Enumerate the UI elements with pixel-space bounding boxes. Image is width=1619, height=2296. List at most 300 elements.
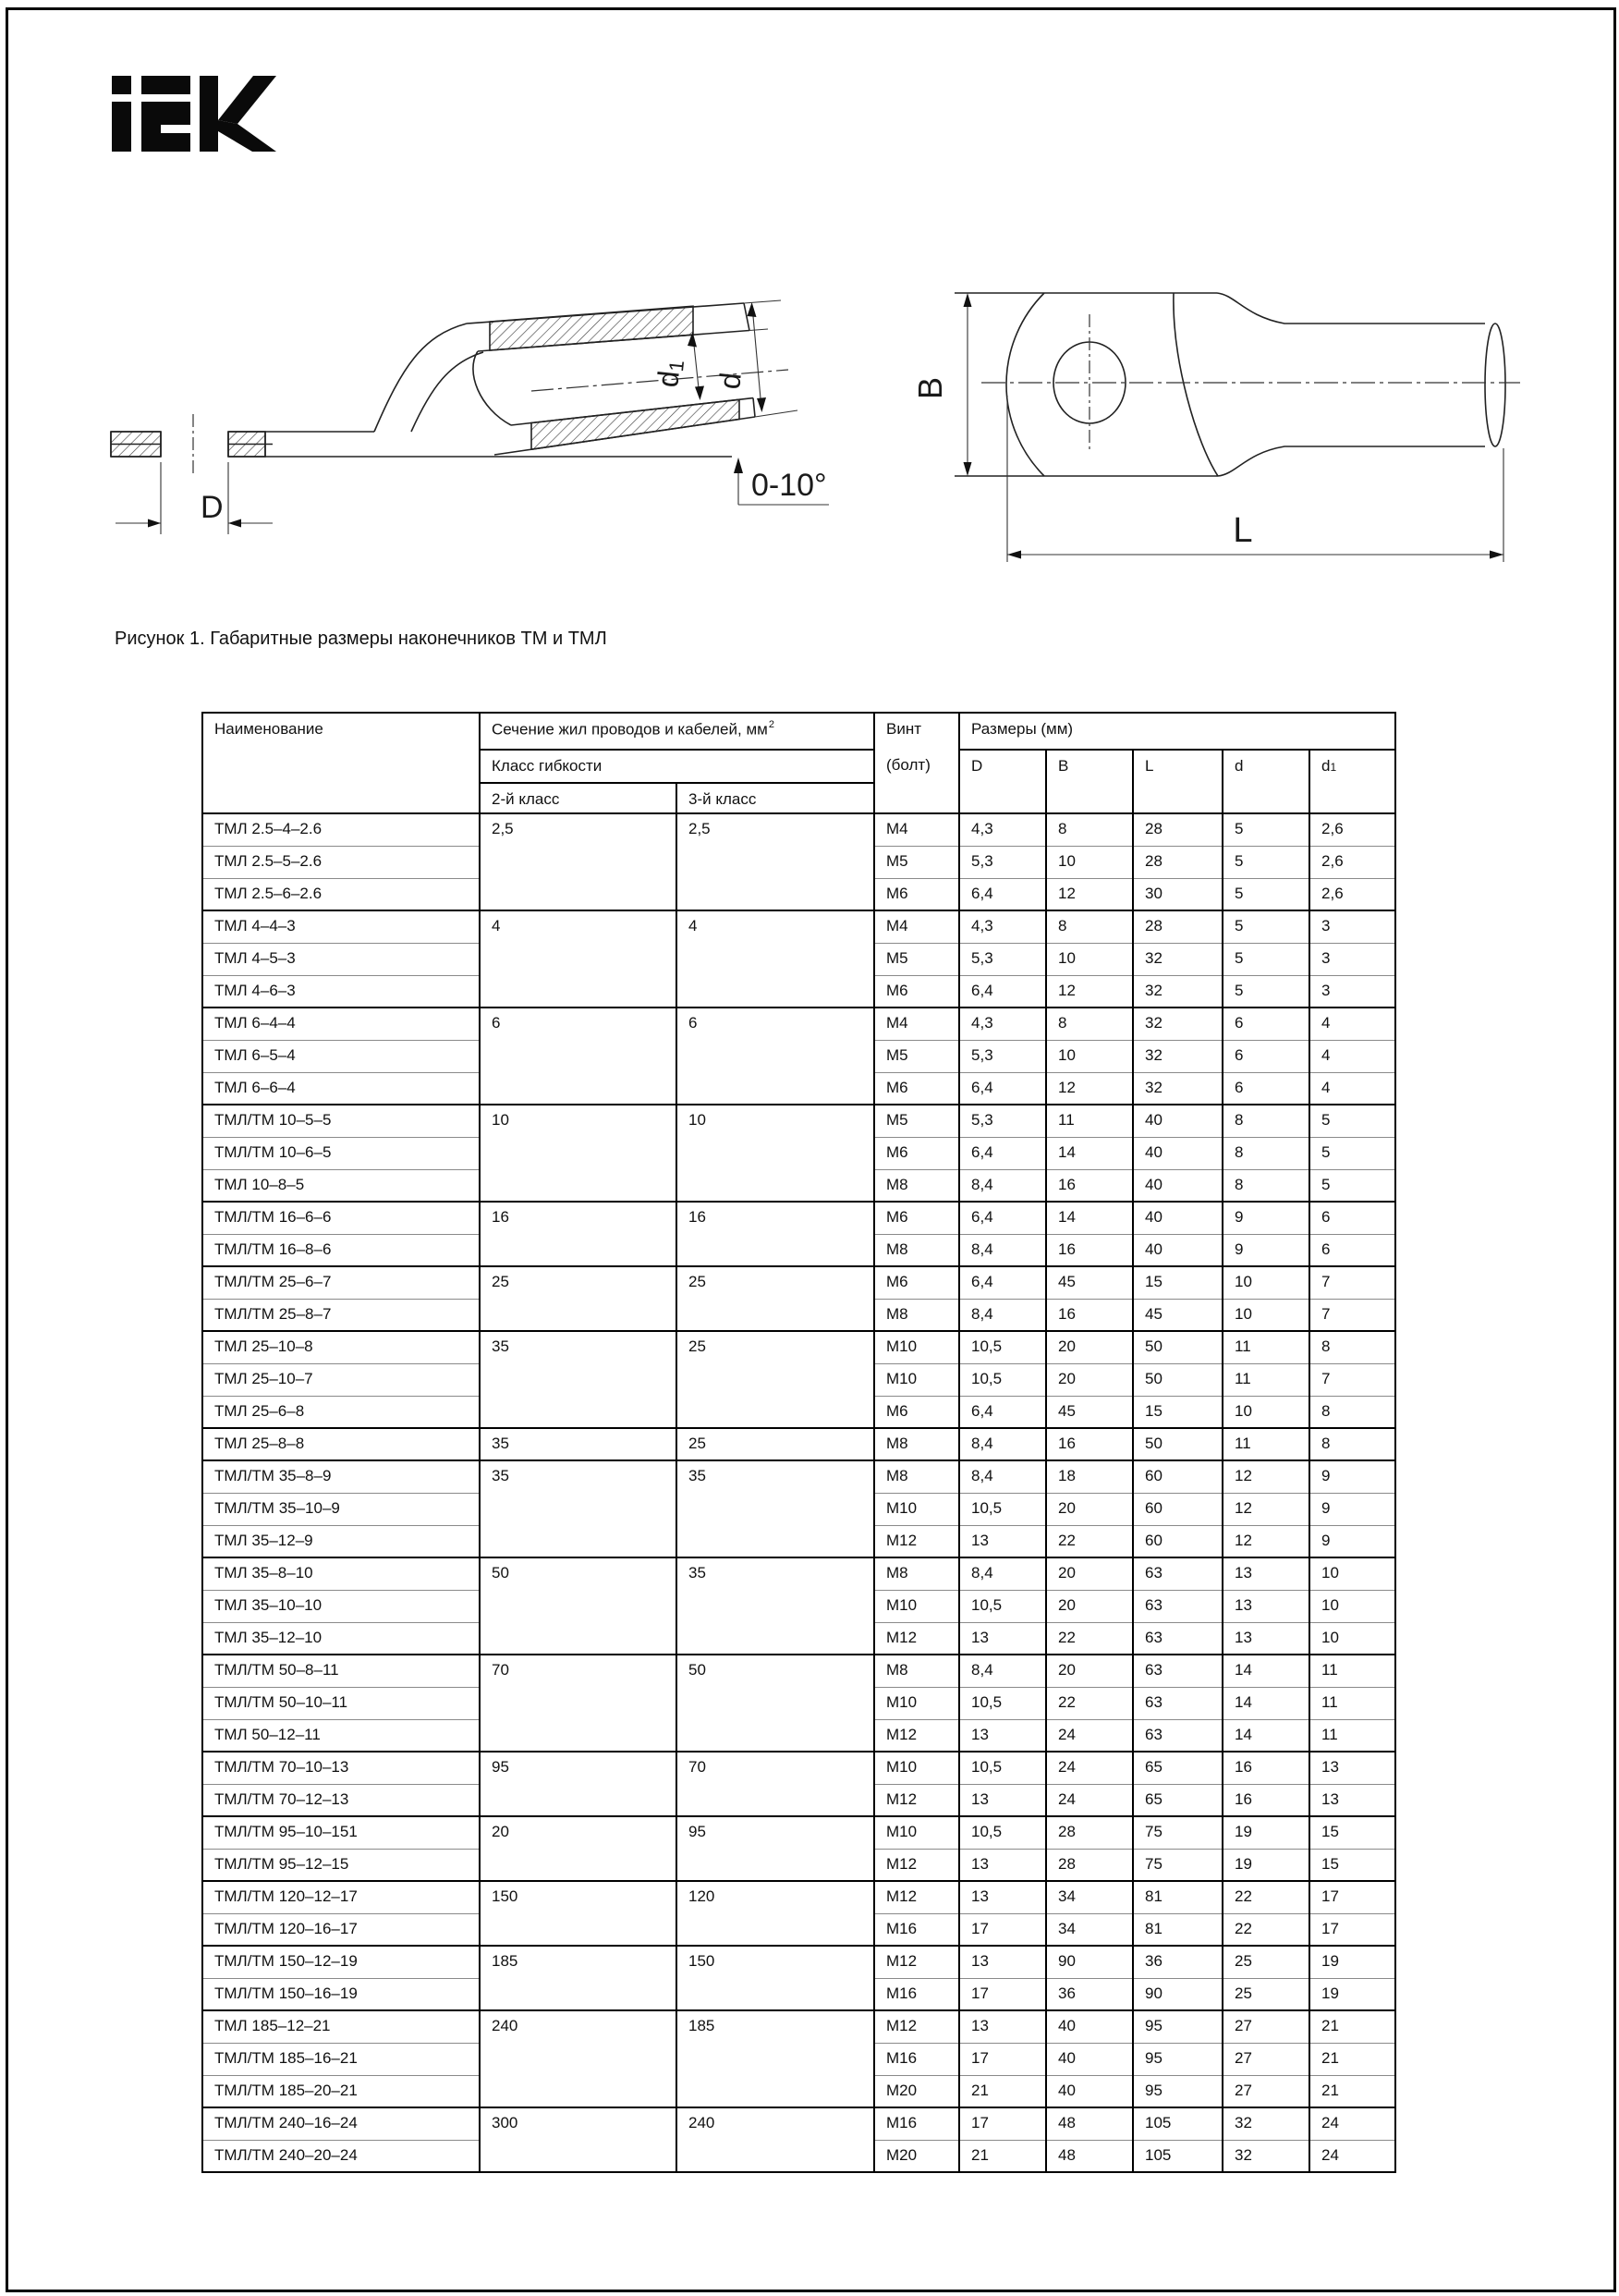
lug-name-cell: ТМЛ 6–5–4: [202, 1040, 480, 1072]
L-cell: 40: [1133, 1105, 1223, 1137]
screw-cell: М16: [874, 2107, 959, 2140]
D-cell: 6,4: [959, 1396, 1046, 1428]
L-cell: 63: [1133, 1687, 1223, 1719]
B-cell: 48: [1046, 2140, 1133, 2172]
d1-cell: 7: [1309, 1266, 1395, 1299]
D-cell: 17: [959, 2107, 1046, 2140]
screw-cell: М10: [874, 1493, 959, 1525]
d-cell: 8: [1223, 1169, 1309, 1202]
d1-cell: 21: [1309, 2010, 1395, 2043]
screw-cell: М4: [874, 813, 959, 846]
class2-cell: 4: [480, 910, 676, 1008]
class3-cell: 70: [676, 1752, 874, 1816]
class2-cell: 70: [480, 1655, 676, 1752]
B-cell: 40: [1046, 2075, 1133, 2107]
lug-name-cell: ТМЛ 2.5–5–2.6: [202, 846, 480, 878]
D-cell: 6,4: [959, 1072, 1046, 1105]
d1-cell: 6: [1309, 1234, 1395, 1266]
B-cell: 22: [1046, 1687, 1133, 1719]
B-cell: 20: [1046, 1363, 1133, 1396]
arrow-D-right: [228, 519, 241, 528]
L-cell: 63: [1133, 1590, 1223, 1622]
class3-cell: 2,5: [676, 813, 874, 910]
class3-cell: 25: [676, 1428, 874, 1460]
B-cell: 8: [1046, 910, 1133, 943]
lug-name-cell: ТМЛ 50–12–11: [202, 1719, 480, 1752]
screw-cell: М4: [874, 1008, 959, 1040]
screw-cell: М10: [874, 1752, 959, 1784]
lug-name-cell: ТМЛ/ТМ 120–16–17: [202, 1913, 480, 1946]
arrow-d1-bottom: [695, 386, 704, 401]
D-cell: 5,3: [959, 943, 1046, 975]
D-cell: 17: [959, 1978, 1046, 2010]
screw-cell: М10: [874, 1816, 959, 1849]
L-cell: 28: [1133, 910, 1223, 943]
d-cell: 13: [1223, 1590, 1309, 1622]
d1-cell: 4: [1309, 1040, 1395, 1072]
d-cell: 10: [1223, 1396, 1309, 1428]
lug-name-cell: ТМЛ/ТМ 35–10–9: [202, 1493, 480, 1525]
dim-label-B: B: [911, 376, 949, 399]
B-cell: 12: [1046, 975, 1133, 1008]
D-cell: 5,3: [959, 1040, 1046, 1072]
d1-cell: 11: [1309, 1687, 1395, 1719]
L-cell: 40: [1133, 1234, 1223, 1266]
header-sizes: Размеры (мм): [959, 713, 1395, 750]
d-cell: 6: [1223, 1008, 1309, 1040]
class3-cell: 16: [676, 1202, 874, 1266]
B-cell: 18: [1046, 1460, 1133, 1493]
B-cell: 36: [1046, 1978, 1133, 2010]
dim-label-angle: 0-10°: [751, 468, 827, 503]
L-cell: 32: [1133, 975, 1223, 1008]
d1-cell: 2,6: [1309, 813, 1395, 846]
class3-cell: 25: [676, 1331, 874, 1428]
d-cell: 13: [1223, 1557, 1309, 1590]
class2-cell: 6: [480, 1008, 676, 1105]
D-cell: 8,4: [959, 1557, 1046, 1590]
lug-side-view-drawing: [97, 268, 846, 573]
B-cell: 24: [1046, 1719, 1133, 1752]
L-cell: 65: [1133, 1784, 1223, 1816]
screw-cell: М8: [874, 1557, 959, 1590]
D-cell: 10,5: [959, 1752, 1046, 1784]
d1-cell: 5: [1309, 1105, 1395, 1137]
B-cell: 16: [1046, 1169, 1133, 1202]
B-cell: 11: [1046, 1105, 1133, 1137]
screw-cell: М10: [874, 1331, 959, 1363]
arrow-B-top: [964, 293, 972, 307]
d1-cell: 21: [1309, 2075, 1395, 2107]
logo-k-lower-arm: [218, 120, 276, 152]
table-row: [202, 1202, 1395, 1234]
d-cell: 25: [1223, 1946, 1309, 1978]
dim-label-d: d: [712, 371, 748, 391]
d-cell: 5: [1223, 975, 1309, 1008]
L-cell: 105: [1133, 2140, 1223, 2172]
lug-top-view-drawing: [910, 259, 1539, 592]
d-cell: 22: [1223, 1881, 1309, 1913]
L-cell: 105: [1133, 2107, 1223, 2140]
header-screw: Винт (болт): [874, 713, 959, 813]
d-cell: 27: [1223, 2075, 1309, 2107]
d-cell: 6: [1223, 1040, 1309, 1072]
L-cell: 32: [1133, 1008, 1223, 1040]
d-cell: 5: [1223, 878, 1309, 910]
class2-cell: 95: [480, 1752, 676, 1816]
screw-cell: М6: [874, 1072, 959, 1105]
class3-cell: 240: [676, 2107, 874, 2172]
iek-logo: [109, 74, 277, 153]
L-dim-lines: [1007, 396, 1503, 562]
table-row: [202, 813, 1395, 846]
class3-cell: 25: [676, 1266, 874, 1331]
D-cell: 4,3: [959, 1008, 1046, 1040]
B-cell: 45: [1046, 1396, 1133, 1428]
L-cell: 28: [1133, 813, 1223, 846]
logo-i-dot: [112, 76, 131, 94]
D-cell: 10,5: [959, 1331, 1046, 1363]
lug-name-cell: ТМЛ/ТМ 10–6–5: [202, 1137, 480, 1169]
d1-cell: 21: [1309, 2043, 1395, 2075]
lug-name-cell: ТМЛ 25–10–7: [202, 1363, 480, 1396]
D-cell: 8,4: [959, 1655, 1046, 1687]
d1-cell: 11: [1309, 1719, 1395, 1752]
d-cell: 5: [1223, 846, 1309, 878]
d-cell: 10: [1223, 1266, 1309, 1299]
B-cell: 40: [1046, 2010, 1133, 2043]
D-cell: 8,4: [959, 1169, 1046, 1202]
L-cell: 15: [1133, 1266, 1223, 1299]
D-cell: 6,4: [959, 1137, 1046, 1169]
d1-cell: 5: [1309, 1169, 1395, 1202]
neck-and-tube: [1217, 293, 1485, 476]
D-cell: 13: [959, 1881, 1046, 1913]
lug-name-cell: ТМЛ 35–12–9: [202, 1525, 480, 1557]
d1-cell: 24: [1309, 2107, 1395, 2140]
lug-name-cell: ТМЛ/ТМ 25–6–7: [202, 1266, 480, 1299]
table-row: [202, 910, 1395, 943]
lug-name-cell: ТМЛ 6–6–4: [202, 1072, 480, 1105]
lug-name-cell: ТМЛ/ТМ 16–8–6: [202, 1234, 480, 1266]
L-cell: 95: [1133, 2075, 1223, 2107]
d1-cell: 10: [1309, 1557, 1395, 1590]
B-cell: 22: [1046, 1525, 1133, 1557]
screw-cell: М16: [874, 1978, 959, 2010]
d1-cell: 11: [1309, 1655, 1395, 1687]
d1-cell: 4: [1309, 1008, 1395, 1040]
d-cell: 12: [1223, 1525, 1309, 1557]
screw-cell: М12: [874, 1525, 959, 1557]
class2-cell: 20: [480, 1816, 676, 1881]
d1-cell: 8: [1309, 1331, 1395, 1363]
lug-name-cell: ТМЛ 4–5–3: [202, 943, 480, 975]
D-cell: 21: [959, 2075, 1046, 2107]
class2-cell: 2,5: [480, 813, 676, 910]
arrow-L-right: [1490, 551, 1503, 559]
L-cell: 63: [1133, 1655, 1223, 1687]
L-cell: 30: [1133, 878, 1223, 910]
d1-cell: 4: [1309, 1072, 1395, 1105]
d1-cell: 10: [1309, 1622, 1395, 1655]
bore-end-curve: [473, 351, 511, 425]
D-cell: 5,3: [959, 846, 1046, 878]
d1-cell: 15: [1309, 1849, 1395, 1881]
B-cell: 90: [1046, 1946, 1133, 1978]
d-cell: 13: [1223, 1622, 1309, 1655]
d-cell: 5: [1223, 943, 1309, 975]
L-cell: 50: [1133, 1428, 1223, 1460]
lug-name-cell: ТМЛ/ТМ 185–16–21: [202, 2043, 480, 2075]
table-row: [202, 1266, 1395, 1299]
lug-name-cell: ТМЛ/ТМ 240–16–24: [202, 2107, 480, 2140]
screw-cell: М5: [874, 846, 959, 878]
L-cell: 81: [1133, 1881, 1223, 1913]
arrow-angle-up: [734, 458, 743, 473]
lug-name-cell: ТМЛ 185–12–21: [202, 2010, 480, 2043]
L-cell: 32: [1133, 943, 1223, 975]
logo-k-stem: [200, 76, 218, 152]
table-row: [202, 1816, 1395, 1849]
d1-cell: 13: [1309, 1752, 1395, 1784]
L-cell: 15: [1133, 1396, 1223, 1428]
lug-name-cell: ТМЛ 25–8–8: [202, 1428, 480, 1460]
L-cell: 28: [1133, 846, 1223, 878]
screw-cell: М5: [874, 1040, 959, 1072]
logo-e-top: [141, 76, 190, 94]
d-cell: 10: [1223, 1299, 1309, 1331]
L-cell: 95: [1133, 2010, 1223, 2043]
d1-cell: 8: [1309, 1428, 1395, 1460]
table-row: [202, 1655, 1395, 1687]
lug-name-cell: ТМЛ/ТМ 50–10–11: [202, 1687, 480, 1719]
d-cell: 8: [1223, 1137, 1309, 1169]
d-cell: 19: [1223, 1849, 1309, 1881]
class3-cell: 35: [676, 1460, 874, 1557]
d-cell: 14: [1223, 1687, 1309, 1719]
table-row: [202, 1008, 1395, 1040]
L-cell: 60: [1133, 1525, 1223, 1557]
d-cell: 9: [1223, 1202, 1309, 1234]
d-cell: 9: [1223, 1234, 1309, 1266]
D-cell: 6,4: [959, 1202, 1046, 1234]
lug-name-cell: ТМЛ 35–8–10: [202, 1557, 480, 1590]
barrel-wall-hatch-bottom: [531, 399, 739, 449]
class2-cell: 240: [480, 2010, 676, 2107]
header-class3: 3-й класс: [676, 783, 874, 813]
class3-cell: 50: [676, 1655, 874, 1752]
dim-label-D: D: [201, 490, 224, 525]
lug-name-cell: ТМЛ/ТМ 10–5–5: [202, 1105, 480, 1137]
screw-cell: М6: [874, 1396, 959, 1428]
L-cell: 40: [1133, 1169, 1223, 1202]
lug-name-cell: ТМЛ/ТМ 70–10–13: [202, 1752, 480, 1784]
class3-cell: 35: [676, 1557, 874, 1655]
d1-cell: 19: [1309, 1946, 1395, 1978]
lug-name-cell: ТМЛ 35–12–10: [202, 1622, 480, 1655]
screw-cell: М6: [874, 1266, 959, 1299]
D-cell: 17: [959, 2043, 1046, 2075]
D-cell: 6,4: [959, 878, 1046, 910]
B-cell: 16: [1046, 1299, 1133, 1331]
d-cell: 16: [1223, 1752, 1309, 1784]
screw-cell: М20: [874, 2140, 959, 2172]
class2-cell: 35: [480, 1460, 676, 1557]
d1-cell: 5: [1309, 1137, 1395, 1169]
logo-i-stem: [112, 102, 131, 152]
d-cell: 5: [1223, 910, 1309, 943]
lug-name-cell: ТМЛ/ТМ 150–16–19: [202, 1978, 480, 2010]
screw-cell: М8: [874, 1234, 959, 1266]
screw-cell: М12: [874, 1784, 959, 1816]
d1-cell: 17: [1309, 1913, 1395, 1946]
B-cell: 16: [1046, 1428, 1133, 1460]
L-cell: 45: [1133, 1299, 1223, 1331]
d-cell: 11: [1223, 1428, 1309, 1460]
d-cell: 8: [1223, 1105, 1309, 1137]
d1-cell: 13: [1309, 1784, 1395, 1816]
lug-name-cell: ТМЛ 10–8–5: [202, 1169, 480, 1202]
d-cell: 32: [1223, 2107, 1309, 2140]
B-cell: 40: [1046, 2043, 1133, 2075]
B-cell: 28: [1046, 1816, 1133, 1849]
dim-label-L: L: [1233, 511, 1253, 550]
B-cell: 8: [1046, 813, 1133, 846]
screw-cell: М6: [874, 1137, 959, 1169]
arrow-B-bottom: [964, 462, 972, 476]
D-cell: 4,3: [959, 910, 1046, 943]
d1-cell: 3: [1309, 910, 1395, 943]
arrow-L-left: [1007, 551, 1021, 559]
B-cell: 14: [1046, 1137, 1133, 1169]
B-cell: 20: [1046, 1655, 1133, 1687]
arrow-d-top: [748, 302, 757, 317]
class2-cell: 35: [480, 1331, 676, 1428]
d1-cell: 9: [1309, 1460, 1395, 1493]
L-cell: 65: [1133, 1752, 1223, 1784]
table-row: [202, 1428, 1395, 1460]
lug-name-cell: ТМЛ 35–10–10: [202, 1590, 480, 1622]
class3-cell: 4: [676, 910, 874, 1008]
table-row: [202, 2010, 1395, 2043]
class3-cell: 120: [676, 1881, 874, 1946]
B-cell: 34: [1046, 1913, 1133, 1946]
tube-mouth-ellipse: [1485, 324, 1505, 446]
L-cell: 95: [1133, 2043, 1223, 2075]
d1-cell: 10: [1309, 1590, 1395, 1622]
d-cell: 6: [1223, 1072, 1309, 1105]
screw-cell: М12: [874, 1719, 959, 1752]
table-row: [202, 1460, 1395, 1493]
logo-k-upper-arm: [218, 76, 276, 124]
d-cell: 19: [1223, 1816, 1309, 1849]
d1-cell: 8: [1309, 1396, 1395, 1428]
L-cell: 32: [1133, 1040, 1223, 1072]
head-edges: [955, 293, 1218, 476]
d1-cell: 2,6: [1309, 878, 1395, 910]
d-cell: 16: [1223, 1784, 1309, 1816]
d1-cell: 9: [1309, 1493, 1395, 1525]
lug-name-cell: ТМЛ/ТМ 240–20–24: [202, 2140, 480, 2172]
d-cell: 27: [1223, 2010, 1309, 2043]
screw-cell: М4: [874, 910, 959, 943]
shoulder-arc: [1174, 293, 1218, 476]
lug-name-cell: ТМЛ/ТМ 150–12–19: [202, 1946, 480, 1978]
class2-cell: 10: [480, 1105, 676, 1202]
table-row: [202, 1105, 1395, 1137]
d1-cell: 3: [1309, 943, 1395, 975]
lug-name-cell: ТМЛ/ТМ 25–8–7: [202, 1299, 480, 1331]
d1-cell: 9: [1309, 1525, 1395, 1557]
L-cell: 90: [1133, 1978, 1223, 2010]
class3-cell: 6: [676, 1008, 874, 1105]
d1-cell: 19: [1309, 1978, 1395, 2010]
D-cell: 10,5: [959, 1590, 1046, 1622]
D-cell: 8,4: [959, 1234, 1046, 1266]
screw-cell: М8: [874, 1428, 959, 1460]
D-cell: 10,5: [959, 1493, 1046, 1525]
class3-cell: 10: [676, 1105, 874, 1202]
d1-cell: 2,6: [1309, 846, 1395, 878]
D-cell: 13: [959, 1849, 1046, 1881]
d1-cell: 3: [1309, 975, 1395, 1008]
lug-name-cell: ТМЛ/ТМ 185–20–21: [202, 2075, 480, 2107]
d-cell: 22: [1223, 1913, 1309, 1946]
B-cell: 10: [1046, 1040, 1133, 1072]
d1-cell: 7: [1309, 1363, 1395, 1396]
logo-e-notch: [161, 125, 190, 133]
screw-cell: М10: [874, 1687, 959, 1719]
header-col-B: B: [1046, 750, 1133, 813]
lug-name-cell: ТМЛ/ТМ 120–12–17: [202, 1881, 480, 1913]
table-row: [202, 1557, 1395, 1590]
d1-cell: 6: [1309, 1202, 1395, 1234]
lug-name-cell: ТМЛ 4–6–3: [202, 975, 480, 1008]
B-cell: 14: [1046, 1202, 1133, 1234]
d-cell: 11: [1223, 1331, 1309, 1363]
B-cell: 20: [1046, 1590, 1133, 1622]
lug-name-cell: ТМЛ 25–10–8: [202, 1331, 480, 1363]
screw-cell: М6: [874, 975, 959, 1008]
lug-name-cell: ТМЛ 6–4–4: [202, 1008, 480, 1040]
class2-cell: 35: [480, 1428, 676, 1460]
arrow-d-bottom: [757, 397, 766, 412]
d-cell: 14: [1223, 1655, 1309, 1687]
table-row: [202, 1881, 1395, 1913]
d-cell: 5: [1223, 813, 1309, 846]
B-cell: 45: [1046, 1266, 1133, 1299]
header-flex-class: Класс гибкости: [480, 750, 874, 783]
class2-cell: 300: [480, 2107, 676, 2172]
L-cell: 60: [1133, 1460, 1223, 1493]
L-cell: 50: [1133, 1363, 1223, 1396]
L-cell: 32: [1133, 1072, 1223, 1105]
B-cell: 20: [1046, 1557, 1133, 1590]
D-cell: 13: [959, 1622, 1046, 1655]
screw-cell: М8: [874, 1299, 959, 1331]
d-cell: 12: [1223, 1460, 1309, 1493]
lug-name-cell: ТМЛ 4–4–3: [202, 910, 480, 943]
lug-name-cell: ТМЛ/ТМ 50–8–11: [202, 1655, 480, 1687]
screw-cell: М5: [874, 1105, 959, 1137]
D-cell: 8,4: [959, 1460, 1046, 1493]
B-cell: 24: [1046, 1784, 1133, 1816]
arrow-D-left: [148, 519, 161, 528]
B-cell: 28: [1046, 1849, 1133, 1881]
d1-cell: 7: [1309, 1299, 1395, 1331]
lug-name-cell: ТМЛ 2.5–4–2.6: [202, 813, 480, 846]
screw-cell: М5: [874, 943, 959, 975]
